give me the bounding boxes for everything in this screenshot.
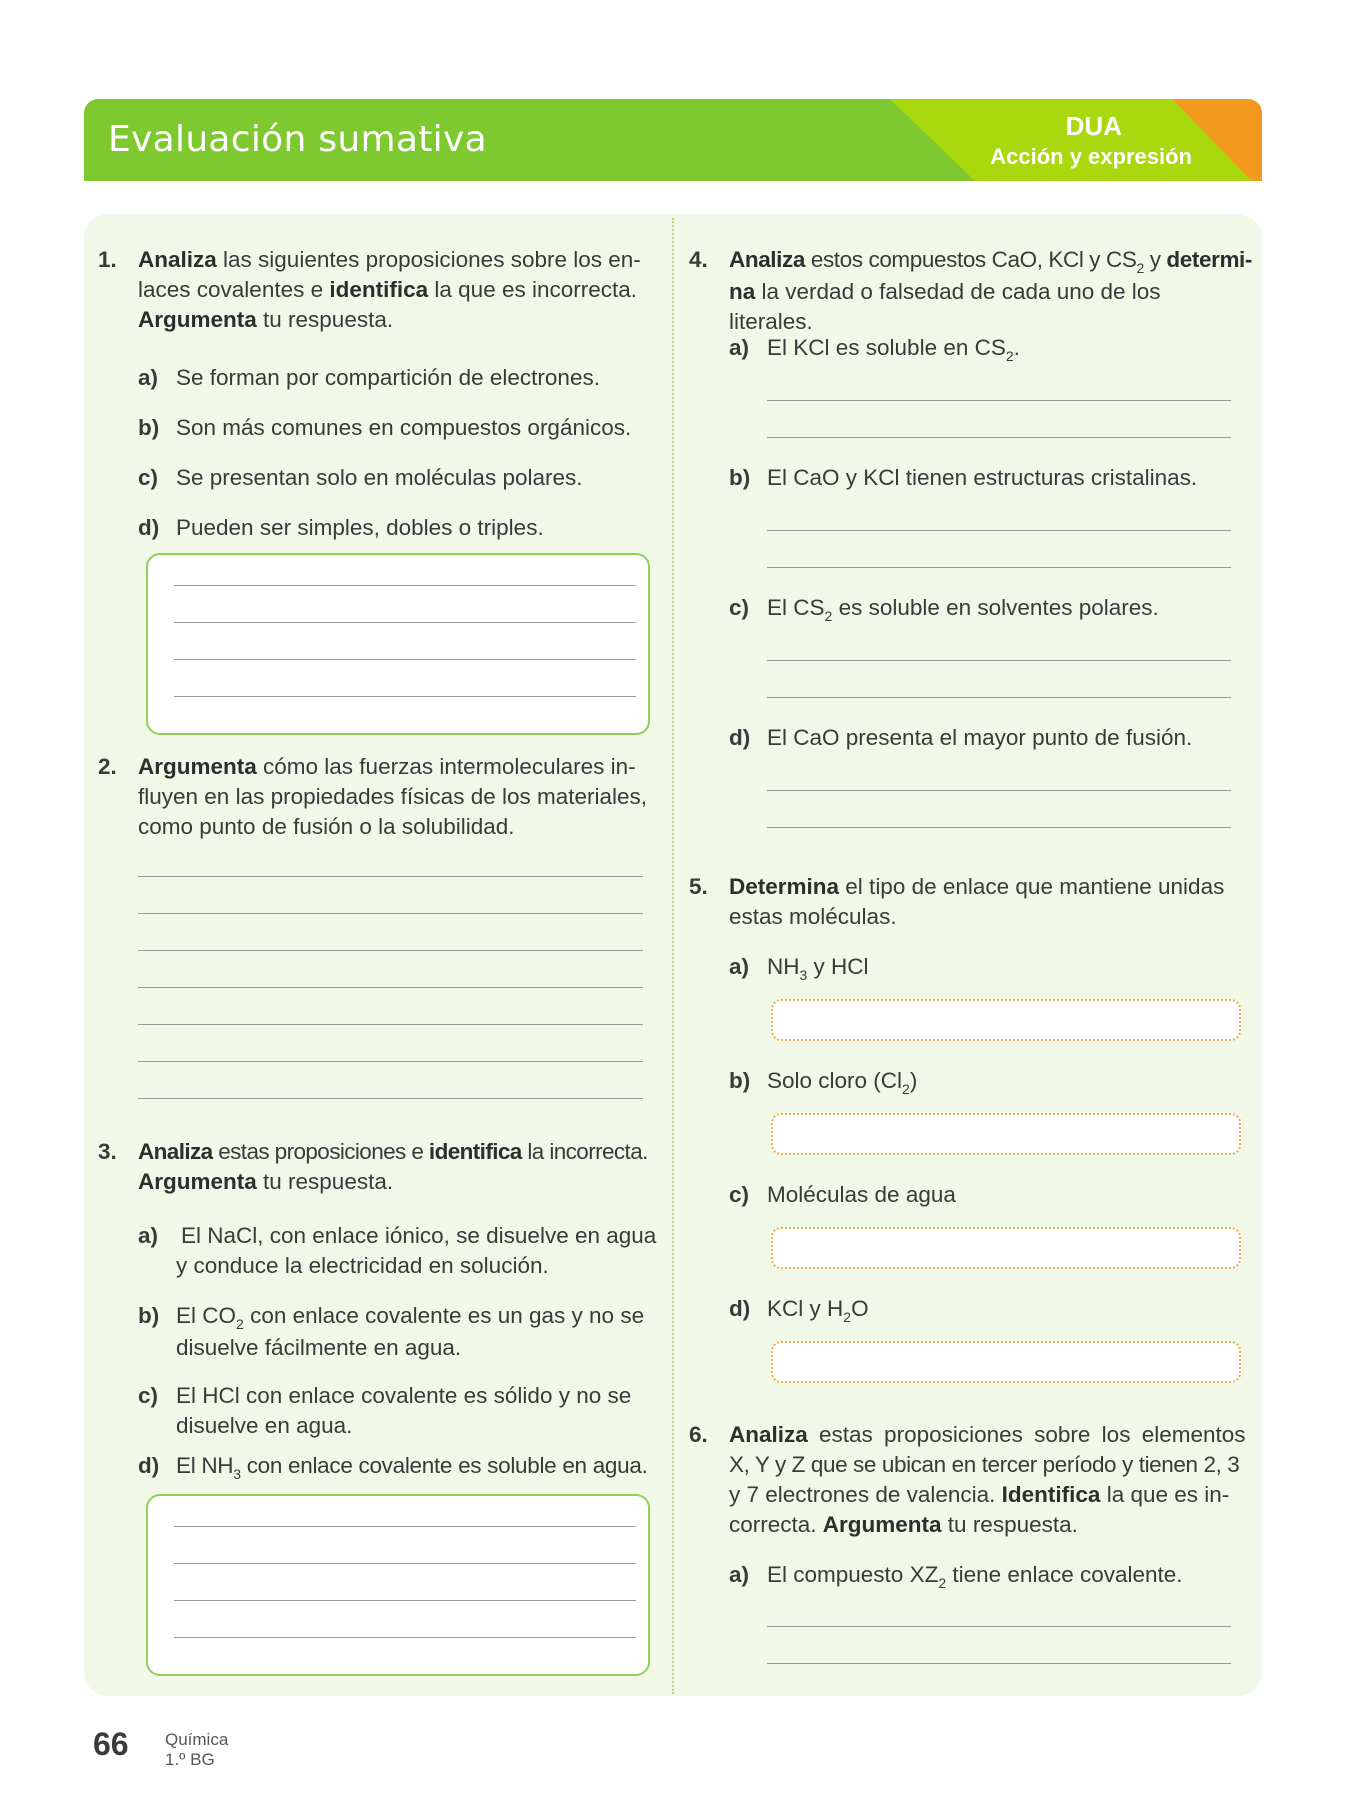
- answer-field-c[interactable]: [771, 1227, 1241, 1269]
- dua-title: DUA: [1065, 111, 1122, 141]
- question-text: Analiza estas proposiciones sobre los elementos X, Y y Z que se ubican en tercer período y tienen 2, 3 y 7 electrones de valencia. Identifica la que es in- correcta. Argumenta tu respuesta.: [729, 1422, 1246, 1537]
- section-header: [84, 99, 1262, 181]
- answer-field-a[interactable]: [771, 999, 1241, 1041]
- answer-line[interactable]: [767, 400, 1231, 401]
- question-text: Argumenta cómo las fuerzas intermoleculares in- fluyen en las propiedades físicas de los materiales, como punto de fusión o la solubilidad.: [138, 754, 648, 839]
- question-number: 4.: [689, 247, 708, 272]
- answer-line[interactable]: [767, 1626, 1231, 1627]
- question-text: Analiza las siguientes proposiciones sobre los en- laces covalentes e identifica la que es incorrecta. Argumenta tu respuesta.: [138, 247, 641, 332]
- answer-line[interactable]: [767, 1663, 1231, 1664]
- question-text: Analiza estos compuestos CaO, KCl y $CS_2$ y determi- na la verdad o falsedad de cada uno de los literales.: [729, 247, 1252, 334]
- footer-subject: Química 1.º BG: [165, 1730, 229, 1769]
- answer-line[interactable]: [767, 567, 1231, 568]
- answer-line[interactable]: [767, 697, 1231, 698]
- page-number: 66: [93, 1726, 129, 1762]
- answer-box-1[interactable]: [146, 553, 650, 735]
- question-text: Analiza estas proposiciones e identifica la incorrecta. Argumenta tu respuesta.: [138, 1139, 648, 1194]
- dua-subtitle: Acción y expresión: [990, 144, 1192, 169]
- answer-line[interactable]: [767, 530, 1231, 531]
- question-number: 5.: [689, 874, 708, 899]
- answer-field-d[interactable]: [771, 1341, 1241, 1383]
- question-text: Determina el tipo de enlace que mantiene unidas estas moléculas.: [729, 874, 1225, 929]
- section-title: Evaluación sumativa: [108, 119, 487, 160]
- column-divider: [672, 218, 674, 1694]
- question-number: 2.: [98, 754, 117, 779]
- answer-line[interactable]: [767, 437, 1231, 438]
- answer-field-b[interactable]: [771, 1113, 1241, 1155]
- answer-line[interactable]: [767, 660, 1231, 661]
- question-number: 6.: [689, 1422, 708, 1447]
- question-number: 3.: [98, 1139, 117, 1164]
- answer-line[interactable]: [767, 827, 1231, 828]
- question-number: 1.: [98, 247, 117, 272]
- answer-line[interactable]: [767, 790, 1231, 791]
- answer-box-3[interactable]: [146, 1494, 650, 1676]
